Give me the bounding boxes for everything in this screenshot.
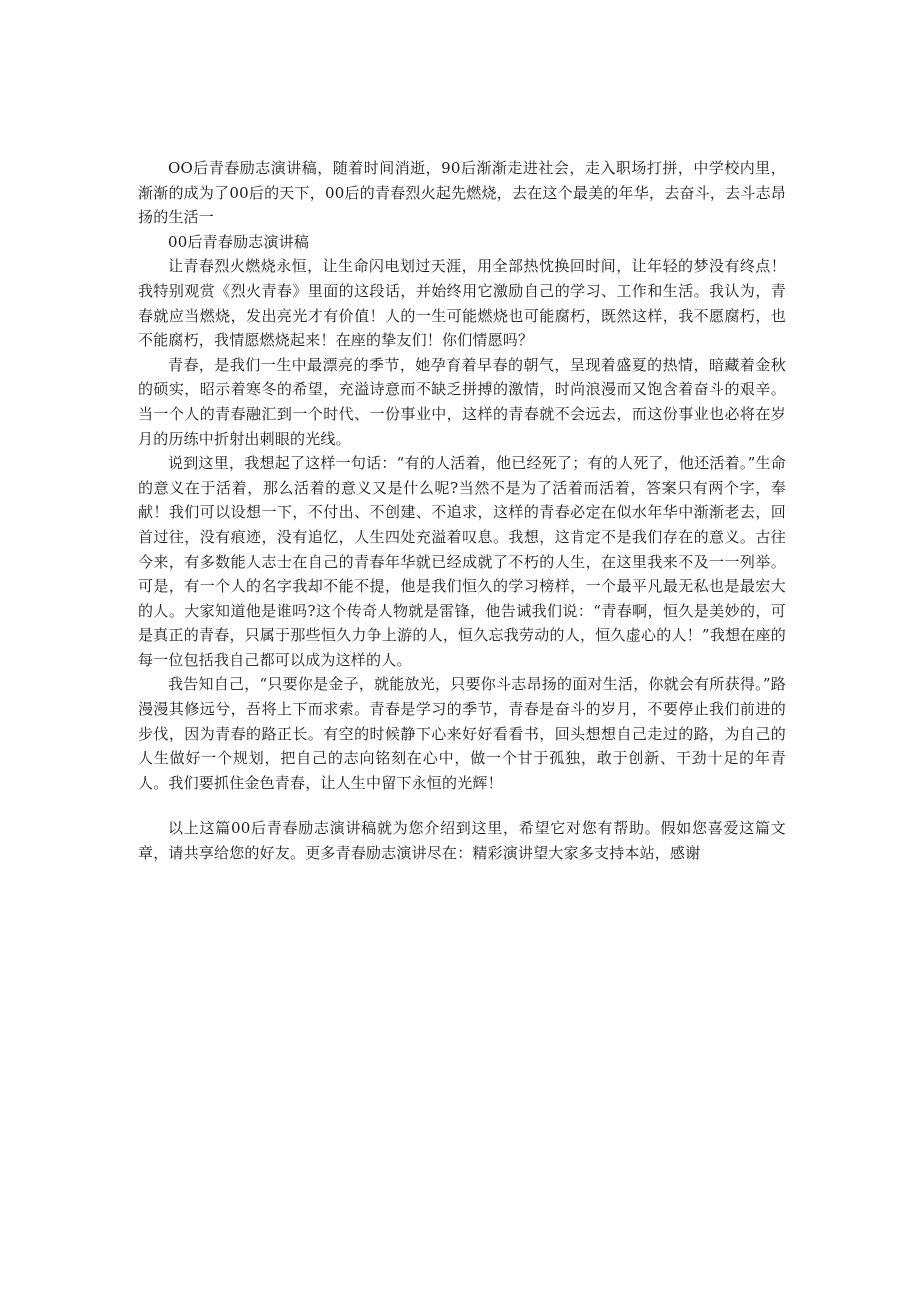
intro-paragraph: OO后青春励志演讲稿，随着时间消逝，90后渐渐走进社会，走入职场打拼，中学校内里，渐渐的成为了00后的天下，00后的青春烈火起先燃烧，去在这个最美的年华，去奋斗，去斗志昂扬的生活一 [138,159,786,227]
closing-paragraph: 以上这篇00后青春励志演讲稿就为您介绍到这里，希望它对您有帮助。假如您喜爱这篇文章，请共享给您的好友。更多青春励志演讲尽在：精彩演讲望大家多支持本站，感谢 [138,819,786,863]
body-paragraph-4: 我告知自己，“只要你是金子，就能放光，只要你斗志昂扬的面对生活，你就会有所获得。”路漫漫其修远兮，吾将上下而求索。青春是学习的季节，青春是奋斗的岁月，不要停止我们前进的步伐，因为青春的路正长。有空的时候静下心来好好看看书，回头想想自己走过的路，为自己的人生做好一个规划，把自己的志向铭刻在心中，做一个甘于孤独，敢于创新、干劲十足的年青人。我们要抓住金色青春，让人生中留下永恒的光辉！ [138,675,786,792]
document-title: 00后青春励志演讲稿 [168,232,310,251]
body-paragraph-1: 让青春烈火燃烧永恒，让生命闪电划过天涯，用全部热忱换回时间，让年轻的梦没有终点！我特别观赏《烈火青春》里面的这段话，并始终用它激励自己的学习、工作和生活。我认为，青春就应当燃烧，发出亮光才有价值！人的一生可能燃烧也可能腐朽，既然这样，我不愿腐朽，也不能腐朽，我情愿燃烧起来！在座的挚友们！你们情愿吗？ [138,257,786,350]
paragraph-spacer [138,795,786,816]
body-paragraph-2: 青春，是我们一生中最漂亮的季节，她孕育着早春的朝气，呈现着盛夏的热情，暗藏着金秋的硕实，昭示着寒冬的希望，充溢诗意而不缺乏拼搏的激情，时尚浪漫而又饱含着奋斗的艰辛。当一个人的青春融汇到一个时代、一份事业中，这样的青春就不会远去，而这份事业也必将在岁月的历练中折射出刺眼的光线。 [138,355,786,448]
document-body [138,156,786,866]
body-paragraph-3: 说到这里，我想起了这样一句话：“有的人活着，他已经死了；有的人死了，他还活着。”生命的意义在于活着，那么活着的意义又是什么呢?当然不是为了活着而活着，答案只有两个字，奉献！我们可以设想一下，不付出、不创建、不追求，这样的青春必定在似水年华中渐渐老去，回首过往，没有痕迹，没有追忆，人生四处充溢着叹息。我想，这肯定不是我们存在的意义。古往今来，有多数能人志士在自己的青春年华就已经成就了不朽的人生，在这里我来不及一一列举。可是，有一个人的名字我却不能不提，他是我们恒久的学习榜样，一个最平凡最无私也是最宏大的人。大家知道他是谁吗?这个传奇人物就是雷锋，他告诫我们说：“青春啊，恒久是美妙的，可是真正的青春，只属于那些恒久力争上游的人，恒久忘我劳动的人，恒久虚心的人！”我想在座的每一位包括我自己都可以成为这样的人。 [138,454,786,669]
